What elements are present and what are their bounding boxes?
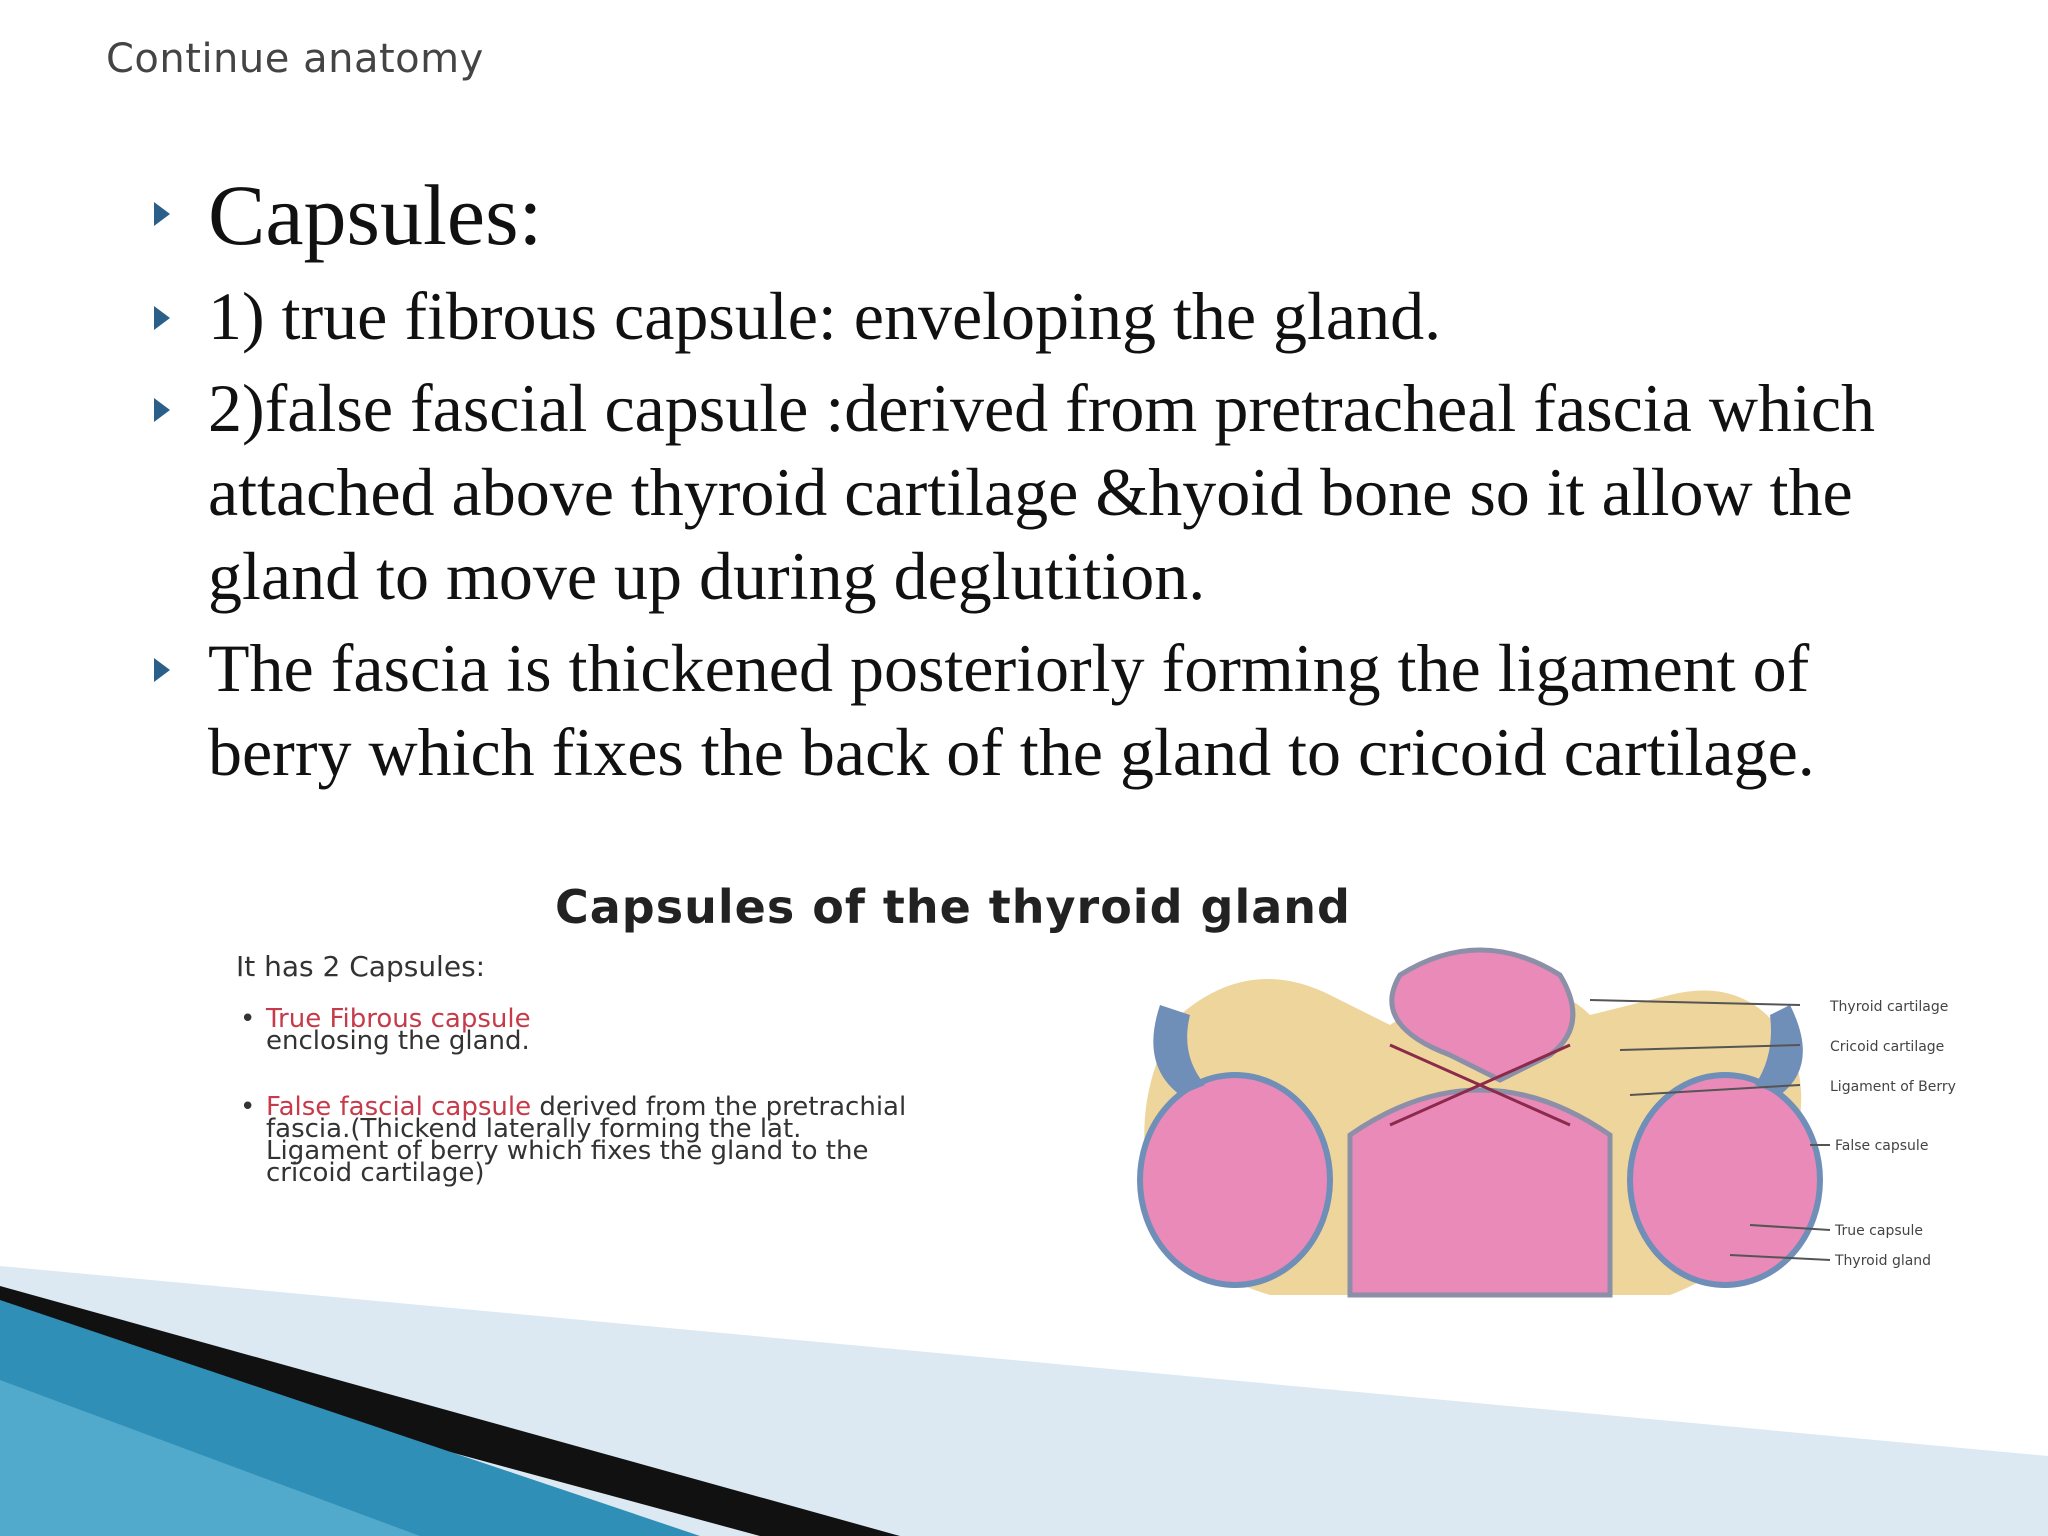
- slide-header: Continue anatomy: [106, 36, 484, 82]
- thyroid-capsules-figure: [210, 880, 1970, 1320]
- figure-item-text: enclosing the gland.: [266, 1026, 530, 1056]
- bullet-text: Capsules:: [208, 167, 543, 263]
- bullet-arrow-icon: [154, 202, 170, 226]
- figure-title: Capsules of the thyroid gland: [555, 880, 1351, 934]
- thyroid-cross-section-diagram: [1030, 935, 1960, 1315]
- diagram-label: True capsule: [1835, 1223, 1924, 1239]
- diagram-right-lobe: [1630, 1075, 1820, 1285]
- figure-item-highlight: True Fibrous capsule: [266, 1004, 531, 1034]
- bullet-text: 2)false fascial capsule :derived from pretracheal fascia which attached above thyroid cartilage &hyoid bone so it allow the gland to move up during deglutition.: [208, 370, 1876, 614]
- bullet-item: [150, 626, 1950, 794]
- diagram-label: Cricoid cartilage: [1830, 1039, 1945, 1055]
- diagram-label: False capsule: [1835, 1138, 1929, 1154]
- bullet-list: [150, 160, 1950, 802]
- bullet-arrow-icon: [154, 398, 170, 422]
- figure-list-item: [236, 1092, 916, 1188]
- figure-list: [236, 1004, 916, 1228]
- figure-item-text: derived from the pretrachial fascia.(Thickend laterally forming the lat. Ligament of berry which fixes the gland to the cricoid cartilage): [266, 1092, 907, 1188]
- bullet-item: [150, 274, 1950, 358]
- bullet-arrow-icon: [154, 306, 170, 330]
- bullet-text: 1) true fibrous capsule: enveloping the gland.: [208, 278, 1442, 354]
- diagram-label: Thyroid gland: [1835, 1253, 1932, 1269]
- diagram-label: Ligament of Berry: [1830, 1079, 1956, 1095]
- diagram-left-lobe: [1140, 1075, 1330, 1285]
- figure-list-item: [236, 1004, 916, 1056]
- figure-item-highlight: False fascial capsule: [266, 1092, 532, 1122]
- bullet-item: [150, 160, 1950, 270]
- bullet-arrow-icon: [154, 658, 170, 682]
- bullet-item: [150, 366, 1950, 618]
- diagram-label: Thyroid cartilage: [1830, 999, 1949, 1015]
- corner-decoration: [0, 1260, 2048, 1536]
- bullet-text: The fascia is thickened posteriorly forming the ligament of berry which fixes the back of the gland to cricoid cartilage.: [208, 630, 1815, 790]
- figure-intro: It has 2 Capsules:: [236, 950, 486, 983]
